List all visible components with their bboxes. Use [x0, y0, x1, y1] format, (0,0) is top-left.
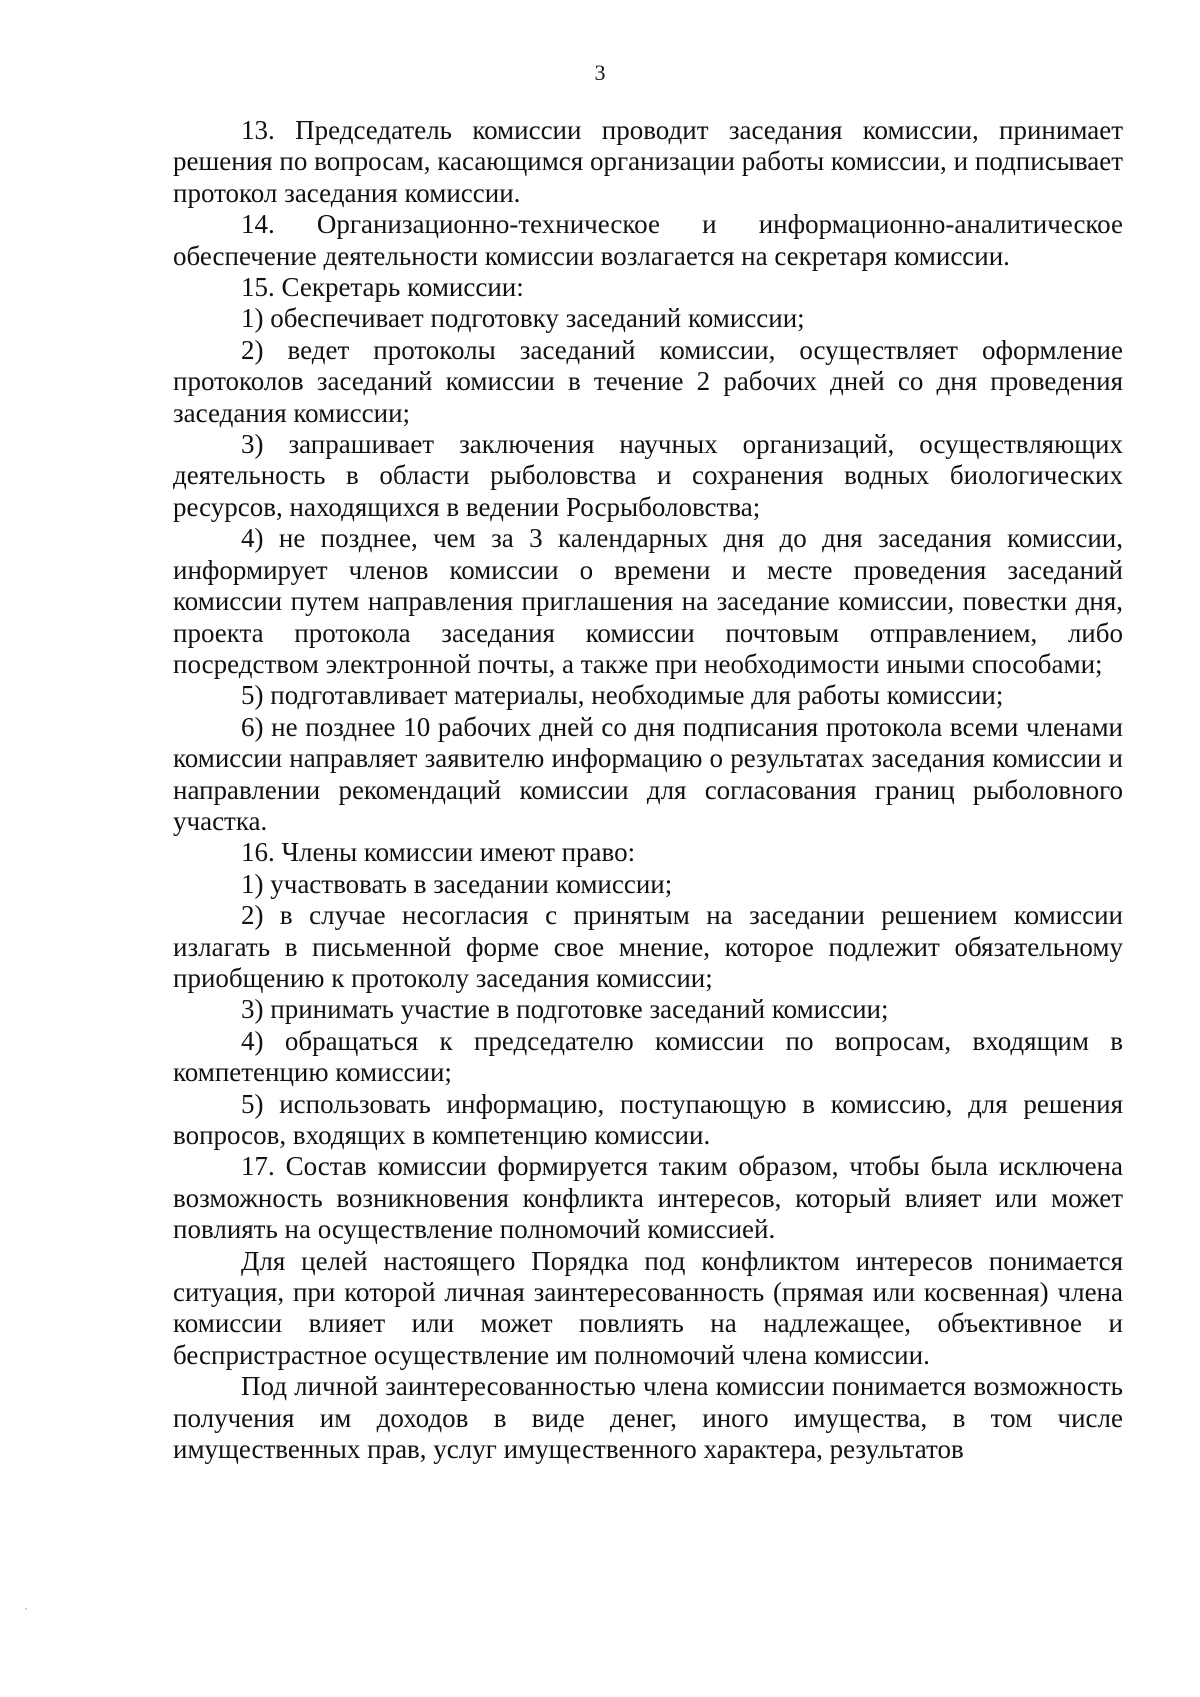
paragraph-16: 16. Члены комиссии имеют право:	[241, 837, 636, 868]
paragraph-15-item-1: 1) обеспечивает подготовку заседаний комиссии;	[241, 303, 805, 334]
paragraph-15-item-5: 5) подготавливает материалы, необходимые для работы комиссии;	[241, 680, 1004, 711]
paragraph-14: 14. Организационно-техническое и информационно-аналитическое обеспечение деятельности комиссии возлагается на секретаря комиссии.	[173, 209, 1123, 271]
paragraph-personal-interest: Под личной заинтересованностью члена комиссии понимается возможность получения им доходов в виде денег, иного имущества, в том числе имущественных прав, услуг имущественного характера, результатов	[173, 1371, 1123, 1465]
paragraph-13: 13. Председатель комиссии проводит заседания комиссии, принимает решения по вопросам, касающимся организации работы комиссии, и подписывает протокол заседания комиссии.	[173, 115, 1123, 208]
paragraph-16-item-5: 5) использовать информацию, поступающую в комиссию, для решения вопросов, входящих в компетенцию комиссии.	[173, 1088, 1123, 1150]
paragraph-15-item-4: 4) не позднее, чем за 3 календарных дня до дня заседания комиссии, информирует членов комиссии о времени и месте проведения заседаний комиссии путем направления приглашения на заседание комиссии, повестки дня, проекта протокола заседания комиссии почтовым отправлением, либо посредством электронной почты, а также при необходимости иными способами;	[173, 523, 1123, 679]
document-body	[173, 115, 1123, 1465]
paragraph-16-item-4: 4) обращаться к председателю комиссии по вопросам, входящим в компетенцию комиссии;	[173, 1025, 1123, 1088]
page-number: 3	[594, 60, 606, 85]
paragraph-conflict-definition: Для целей настоящего Порядка под конфликтом интересов понимается ситуация, при которой личная заинтересованность (прямая или косвенная) члена комиссии влияет или может повлиять на надлежащее, объективное и беспристрастное осуществление им полномочий члена комиссии.	[173, 1245, 1123, 1370]
paragraph-16-item-3: 3) принимать участие в подготовке заседаний комиссии;	[241, 994, 889, 1025]
paragraph-15-item-2: 2) ведет протоколы заседаний комиссии, осуществляет оформление протоколов заседаний комиссии в течение 2 рабочих дней со дня проведения заседания комиссии;	[173, 334, 1123, 428]
paragraph-15-item-3: 3) запрашивает заключения научных организаций, осуществляющих деятельность в области рыболовства и сохранения водных биологических ресурсов, находящихся в ведении Росрыболовства;	[173, 429, 1123, 522]
paragraph-15-item-6: 6) не позднее 10 рабочих дней со дня подписания протокола всеми членами комиссии направляет заявителю информацию о результатах заседания комиссии и направлении рекомендаций комиссии для согласования границ рыболовного участка.	[173, 711, 1123, 836]
paragraph-16-item-1: 1) участвовать в заседании комиссии;	[241, 868, 673, 899]
paragraph-17: 17. Состав комиссии формируется таким образом, чтобы была исключена возможность возникновения конфликта интересов, который влияет или может повлиять на осуществление полномочий комиссией.	[173, 1151, 1123, 1245]
scan-speck	[25, 1608, 27, 1610]
paragraph-15: 15. Секретарь комиссии:	[241, 272, 524, 303]
paragraph-16-item-2: 2) в случае несогласия с принятым на заседании решением комиссии излагать в письменной форме свое мнение, которое подлежит обязательному приобщению к протоколу заседания комиссии;	[173, 900, 1123, 993]
